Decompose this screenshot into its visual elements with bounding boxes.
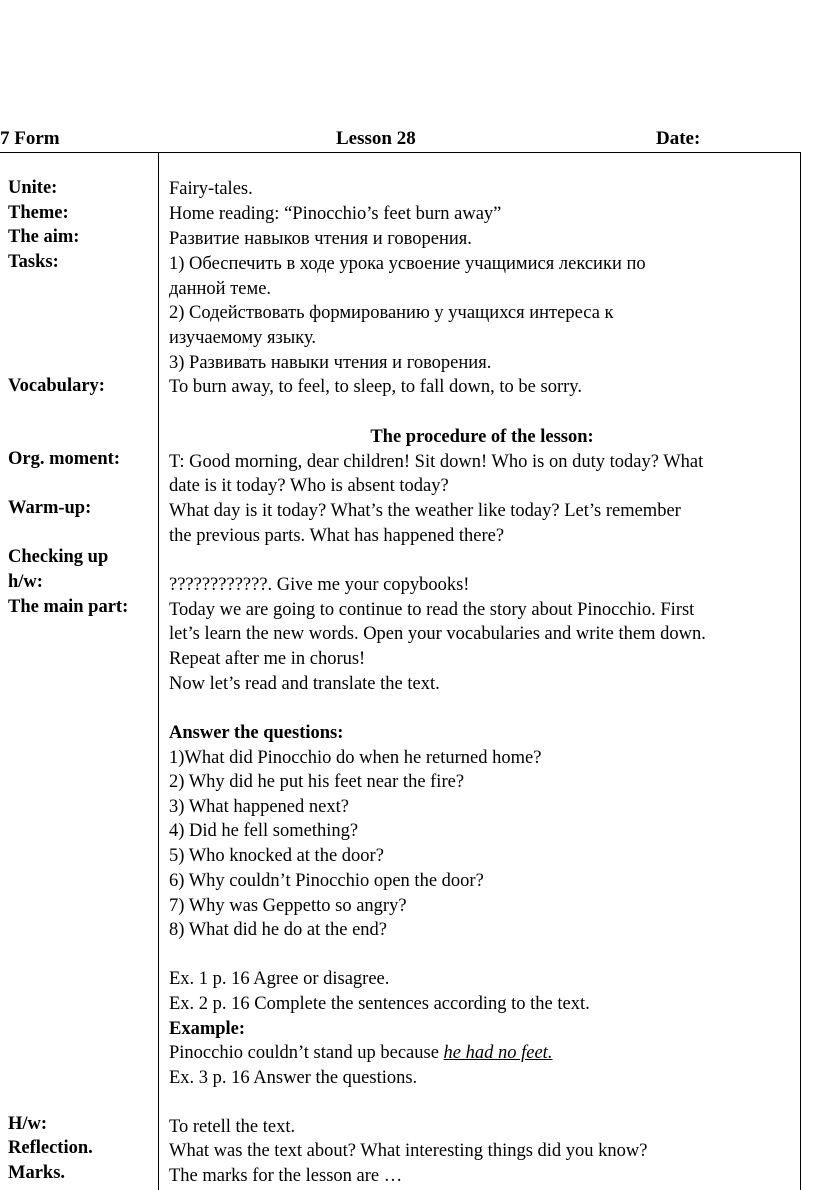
label-marks: Marks. [8, 1163, 66, 1183]
main-part-line-3: Repeat after me in chorus! [169, 649, 366, 669]
label-checking-up: Checking up [8, 547, 109, 567]
question-item: 2) Why did he put his feet near the fire? [169, 772, 465, 792]
question-item: 1)What did Pinocchio do when he returned home? [169, 748, 542, 768]
warm-up-line-2: the previous parts. What has happened there? [169, 526, 505, 546]
org-moment-line-2: date is it today? Who is absent today? [169, 476, 449, 496]
label-main-part: The main part: [8, 597, 129, 617]
exercise-3: Ex. 3 p. 16 Answer the questions. [169, 1068, 418, 1088]
task-2-line-1: 2) Содействовать формированию у учащихся интереса к [169, 303, 614, 323]
lesson-plan-table [0, 152, 801, 1190]
exercise-2: Ex. 2 p. 16 Complete the sentences according to the text. [169, 994, 590, 1014]
label-tasks: Tasks: [8, 252, 59, 272]
marks-text: The marks for the lesson are … [169, 1166, 403, 1186]
hw-text: To retell the text. [169, 1117, 296, 1137]
vocabulary-text: To burn away, to feel, to sleep, to fall down, to be sorry. [169, 377, 582, 397]
aim-text: Развитие навыков чтения и говорения. [169, 229, 472, 249]
label-reflection: Reflection. [8, 1138, 93, 1158]
label-theme: Theme: [8, 203, 69, 223]
label-warm-up: Warm-up: [8, 498, 92, 518]
theme-text: Home reading: “Pinocchio’s feet burn away” [169, 204, 502, 224]
unite-text: Fairy-tales. [169, 179, 253, 199]
main-part-line-2: let’s learn the new words. Open your vocabularies and write them down. [169, 624, 706, 644]
example-answer: he had no feet. [443, 1043, 553, 1063]
task-1-line-2: данной теме. [169, 279, 272, 299]
main-part-line-1: Today we are going to continue to read the story about Pinocchio. First [169, 600, 695, 620]
answer-questions-title: Answer the questions: [169, 723, 344, 743]
column-divider [158, 153, 159, 1190]
question-item: 6) Why couldn’t Pinocchio open the door? [169, 871, 484, 891]
question-item: 4) Did he fell something? [169, 821, 359, 841]
example-sentence [169, 1041, 552, 1065]
date-label: Date: [656, 128, 701, 149]
task-2-line-2: изучаемому языку. [169, 328, 316, 348]
main-part-line-4: Now let’s read and translate the text. [169, 674, 440, 694]
warm-up-line-1: What day is it today? What’s the weather like today? Let’s remember [169, 501, 681, 521]
label-org-moment: Org. moment: [8, 449, 120, 469]
question-item: 3) What happened next? [169, 797, 349, 817]
label-hw: H/w: [8, 1114, 48, 1134]
example-label: Example: [169, 1019, 246, 1039]
procedure-title: The procedure of the lesson: [370, 427, 594, 447]
org-moment-line-1: T: Good morning, dear children! Sit down! Who is on duty today? What [169, 452, 704, 472]
label-aim: The aim: [8, 227, 80, 247]
lesson-header [0, 126, 816, 152]
question-item: 7) Why was Geppetto so angry? [169, 896, 407, 916]
question-item: 8) What did he do at the end? [169, 920, 387, 940]
label-vocabulary: Vocabulary: [8, 376, 105, 396]
lesson-number: Lesson 28 [336, 128, 416, 149]
reflection-text: What was the text about? What interesting things did you know? [169, 1141, 648, 1161]
task-1-line-1: 1) Обеспечить в ходе урока усвоение учащимися лексики по [169, 254, 646, 274]
label-checking-up-hw: h/w: [8, 572, 43, 592]
checking-up-text: ????????????. Give me your copybooks! [169, 575, 470, 595]
exercise-1: Ex. 1 p. 16 Agree or disagree. [169, 969, 390, 989]
label-unite: Unite: [8, 178, 58, 198]
task-3: 3) Развивать навыки чтения и говорения. [169, 353, 492, 373]
question-item: 5) Who knocked at the door? [169, 846, 384, 866]
form-label: 7 Form [0, 128, 60, 149]
example-text: Pinocchio couldn’t stand up because [169, 1043, 444, 1063]
